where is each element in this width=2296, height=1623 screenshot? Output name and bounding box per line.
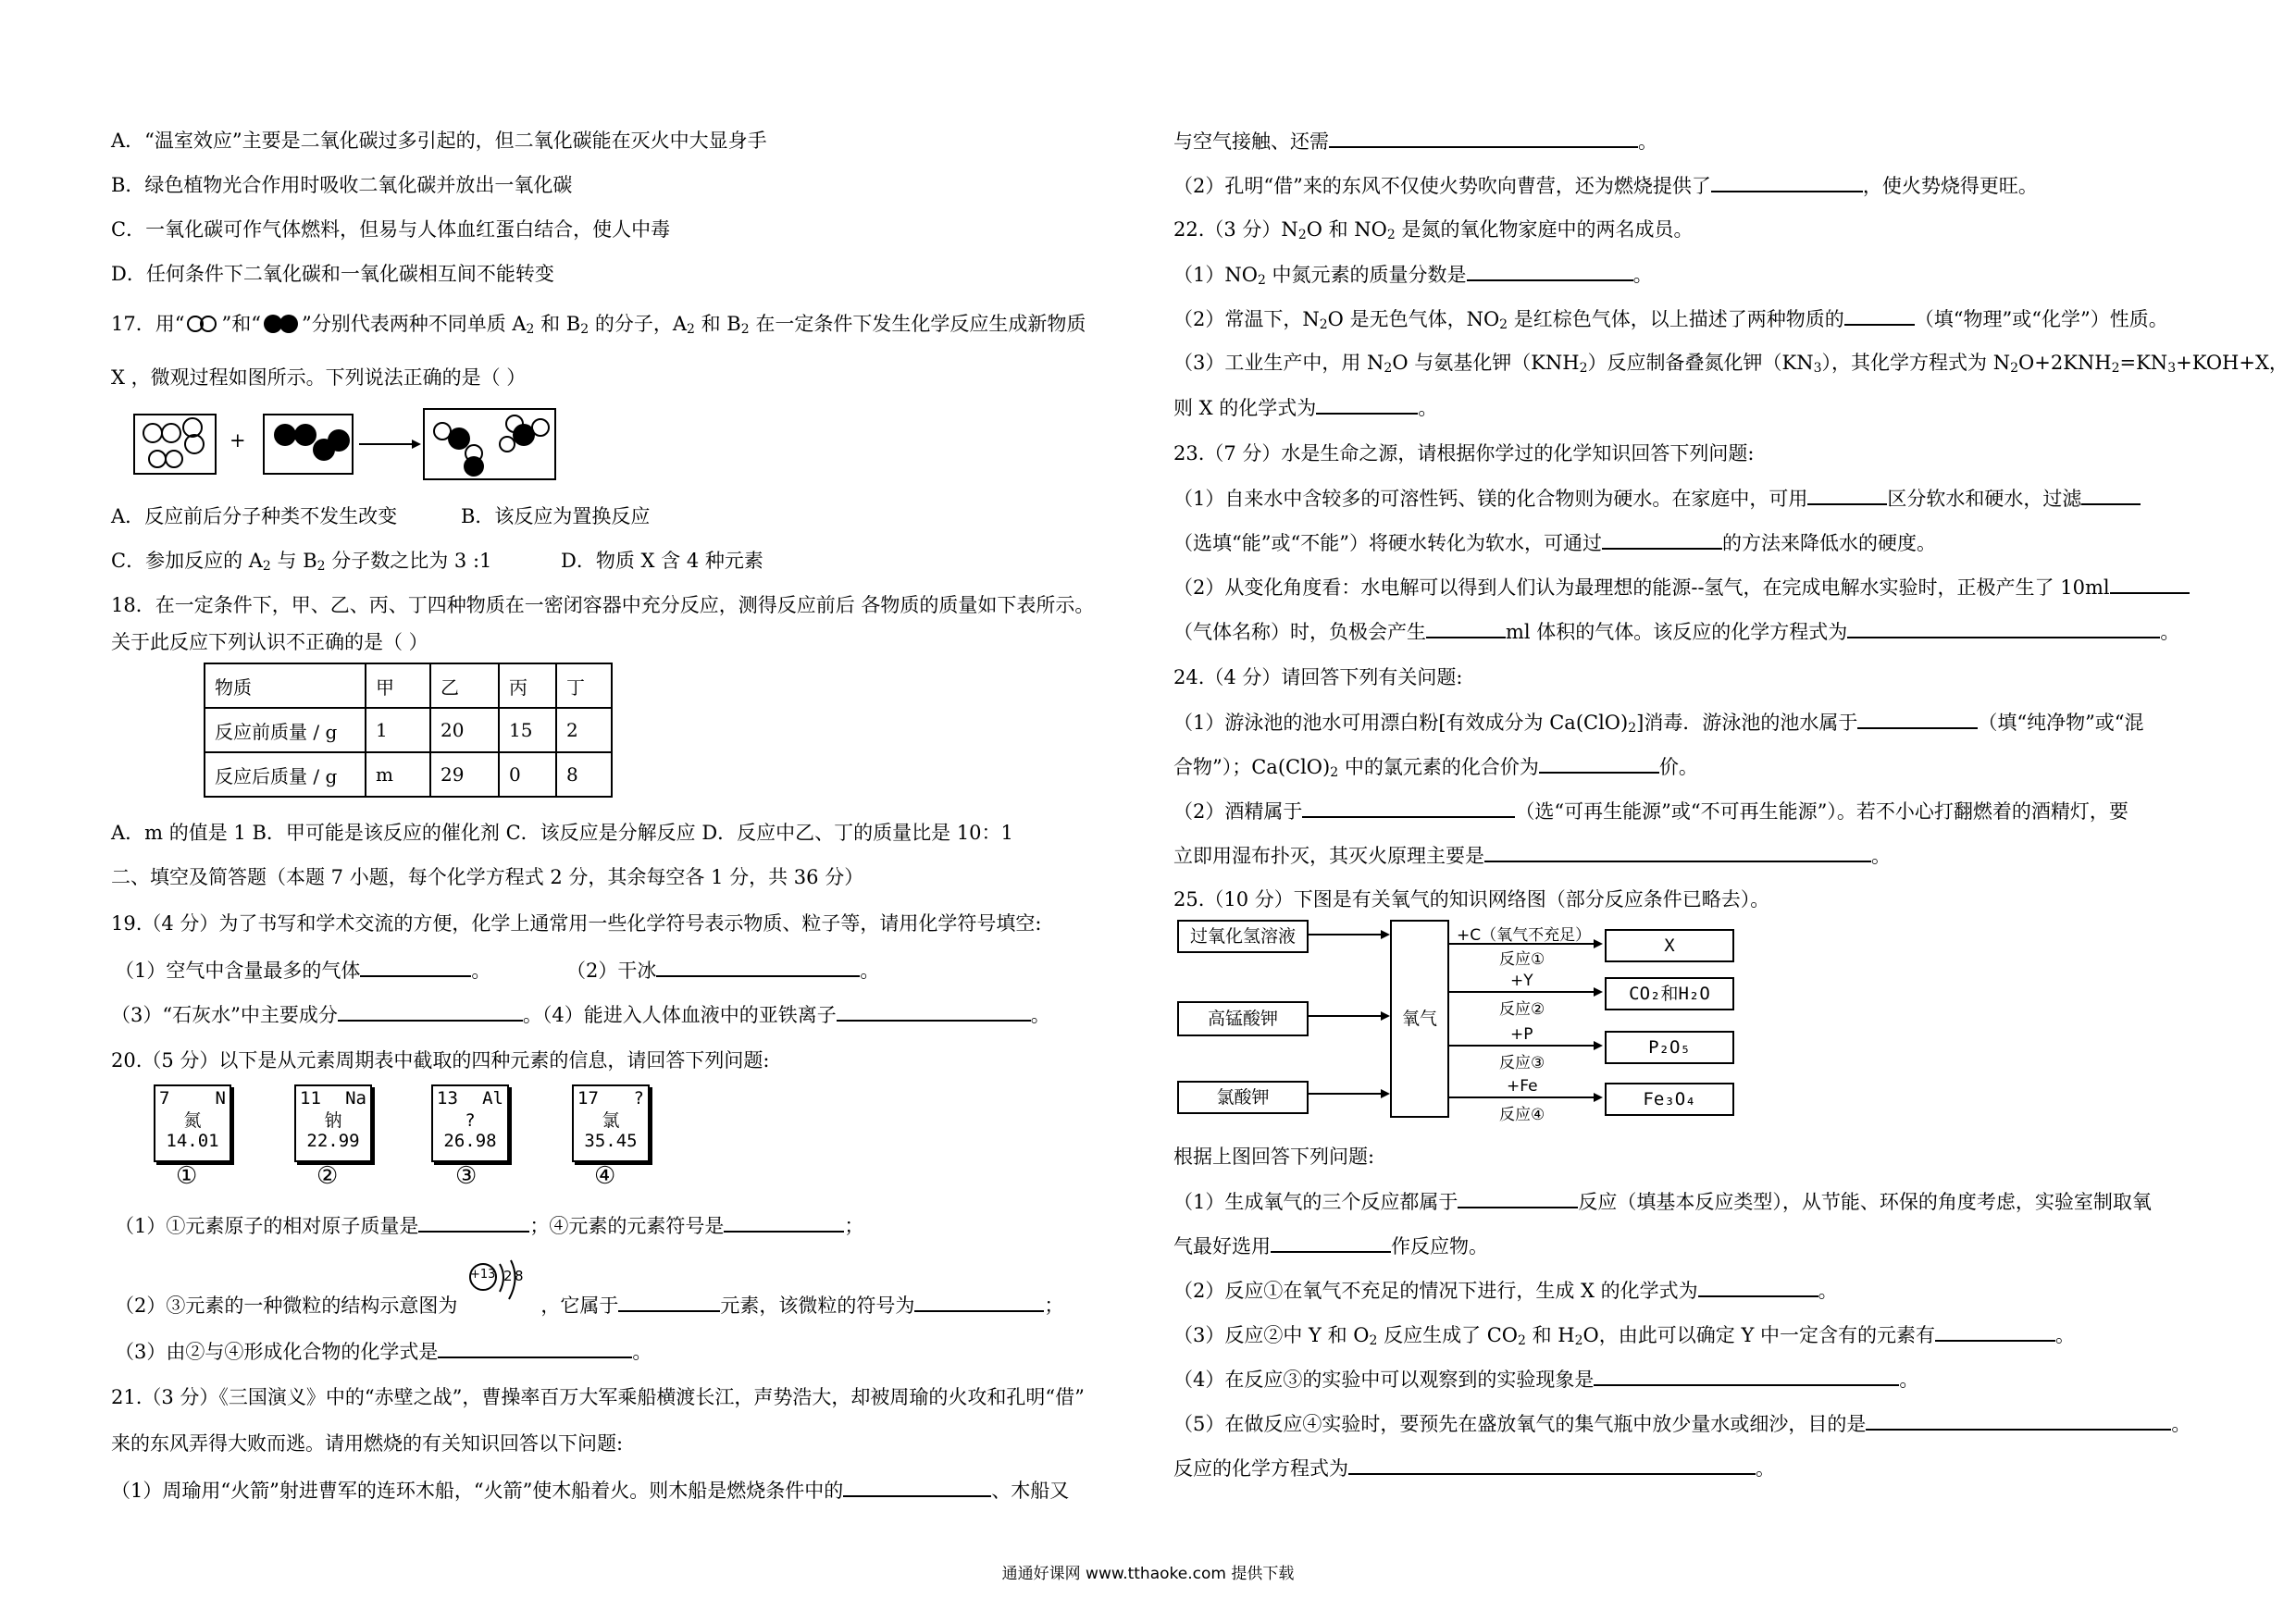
- answer-blank[interactable]: [360, 957, 471, 977]
- table-cell: 15: [499, 708, 556, 752]
- q22-part2: （2）常温下，$N_2O$ 是无色气体，$NO_2$ 是红棕色气体，以上描述了两种物质的 （填“物理”或“化学”）性质。: [1173, 305, 2168, 332]
- source-potassium-permanganate: 高锰酸钾: [1177, 1001, 1309, 1036]
- q25-part1: （1）生成氧气的三个反应都属于 反应（填基本反应类型），从节能、环保的角度考虑，实验室制取氧: [1173, 1188, 2152, 1215]
- q20-stem: 20.（5 分）以下是从元素周期表中截取的四种元素的信息，请回答下列问题:: [111, 1049, 770, 1072]
- element-card-4: 17 ? 氯 35.45: [572, 1084, 650, 1162]
- table-cell: 0: [499, 752, 556, 797]
- oxygen-center-box: 氧气: [1390, 920, 1449, 1118]
- product-p2o5: P₂O₅: [1605, 1031, 1734, 1064]
- answer-blank[interactable]: [338, 1001, 523, 1022]
- table-cell: 乙: [430, 663, 499, 708]
- q23-part2: （2）从变化角度看：水电解可以得到人们认为最理想的能源--氢气，在完成电解水实验时，正极产生了 10ml: [1173, 574, 2190, 601]
- table-cell: 1: [366, 708, 430, 752]
- element-mark-2: ②: [316, 1162, 339, 1190]
- product-x: X: [1605, 929, 1734, 962]
- q25-stem: 25.（10 分）下图是有关氧气的知识网络图（部分反应条件已略去）。: [1173, 888, 1770, 911]
- q19-part1: （1）空气中含量最多的气体 。: [115, 957, 490, 984]
- table-cell: 丙: [499, 663, 556, 708]
- product-fe3o4: Fe₃O₄: [1605, 1083, 1734, 1116]
- table-cell: 甲: [366, 663, 430, 708]
- q24-part1-line2: 合物”）；$Ca(ClO)_2$ 中的氯元素的化合价为 价。: [1173, 753, 1698, 780]
- source-hydrogen-peroxide: 过氧化氢溶液: [1177, 920, 1309, 953]
- element-mark-1: ①: [176, 1162, 198, 1190]
- answer-blank[interactable]: [1602, 529, 1722, 550]
- q22-part3-line2: 则 X 的化学式为 。: [1173, 394, 1437, 421]
- molecule-b2-icon: [261, 313, 302, 335]
- source-potassium-chlorate: 氯酸钾: [1177, 1081, 1309, 1114]
- q21-part1-cont: 与空气接触、还需 。: [1173, 128, 1657, 155]
- q17-option-a: A．反应前后分子种类不发生改变: [111, 505, 398, 527]
- table-cell: 29: [430, 752, 499, 797]
- answer-blank[interactable]: [2110, 574, 2190, 594]
- q17-plus-sign: +: [230, 429, 246, 452]
- answer-blank[interactable]: [1847, 618, 2160, 638]
- answer-blank[interactable]: [1426, 618, 1506, 638]
- answer-blank[interactable]: [1698, 1277, 1818, 1297]
- table-cell: m: [366, 752, 430, 797]
- table-cell: 丁: [556, 663, 612, 708]
- reaction-micro-diagram: [130, 407, 565, 481]
- q20-part3: （3）由②与④形成化合物的化学式是 。: [115, 1338, 652, 1365]
- q19-stem: 19.（4 分）为了书写和学术交流的方便，化学上通常用一些化学符号表示物质、粒子等，请用化学符号填空:: [111, 912, 1042, 935]
- answer-blank[interactable]: [1807, 485, 1887, 505]
- table-row: [205, 752, 612, 797]
- answer-blank[interactable]: [843, 1477, 991, 1497]
- table-row: [205, 663, 612, 708]
- answer-blank[interactable]: [618, 1292, 720, 1312]
- q21-stem: 21.（3 分）《三国演义》中的“赤壁之战”，曹操率百万大军乘船横渡长江，声势浩大，却被周瑜的火攻和孔明“借”: [111, 1386, 1085, 1408]
- q17-stem-line2: X ，微观过程如图所示。下列说法正确的是（ ）: [111, 366, 527, 389]
- answer-blank[interactable]: [1329, 128, 1638, 148]
- table-cell: 2: [556, 708, 612, 752]
- q20-part1: （1）①元素原子的相对原子质量是 ；④元素的元素符号是 ；: [115, 1212, 863, 1239]
- reaction1-condition: +C（氧气不充足）: [1457, 926, 1592, 945]
- element-mark-4: ④: [594, 1162, 616, 1190]
- reaction2-label: 反应②: [1499, 1000, 1545, 1019]
- reaction1-label: 反应①: [1499, 950, 1545, 969]
- q17-stem: 17．用“ ”和“ ”分别代表两种不同单质 $A_2$ 和 $B_2$ 的分子，$A_2$ 和 $B_2$ 在一定条件下发生化学反应生成新物质: [111, 313, 1086, 337]
- q23-part2-line2: （气体名称）时，负极会产生 ml 体积的气体。该反应的化学方程式为 。: [1173, 618, 2179, 645]
- answer-blank[interactable]: [438, 1338, 632, 1358]
- q18-stem-line2: 关于此反应下列认识不正确的是（ ）: [111, 631, 428, 653]
- reaction4-label: 反应④: [1499, 1106, 1545, 1124]
- page-footer: 通通好课网 www.tthaoke.com 提供下载: [1001, 1565, 1295, 1583]
- element-mark-3: ③: [455, 1162, 478, 1190]
- answer-blank[interactable]: [2081, 485, 2141, 505]
- section-2-heading: 二、填空及简答题（本题 7 小题，每个化学方程式 2 分，其余每空各 1 分，共 36 分）: [111, 866, 864, 888]
- answer-blank[interactable]: [1271, 1233, 1391, 1253]
- answer-blank[interactable]: [656, 957, 860, 977]
- q18-options: A．m 的值是 1 B．甲可能是该反应的催化剂 C．该反应是分解反应 D．反应中乙、丁的质量比是 10：1: [111, 822, 1013, 844]
- answer-blank[interactable]: [837, 1001, 1031, 1022]
- q16-option-a: A．“温室效应”主要是二氧化碳过多引起的，但二氧化碳能在灭火中大显身手: [111, 130, 767, 152]
- atom-shell-2: 8: [515, 1268, 524, 1284]
- q25-part2: （2）反应①在氧气不充足的情况下进行，生成 X 的化学式为 。: [1173, 1277, 1838, 1304]
- q21-part2: （2）孔明“借”来的东风不仅使火势吹向曹营，还为燃烧提供了 ，使火势烧得更旺。: [1173, 172, 2038, 199]
- q21-part1: （1）周瑜用“火箭”射进曹军的连环木船，“火箭”使木船着火。则木船是燃烧条件中的 、木船又: [111, 1477, 1069, 1504]
- answer-blank[interactable]: [1866, 1410, 2171, 1431]
- answer-blank[interactable]: [1302, 798, 1515, 818]
- q16-option-d: D．任何条件下二氧化碳和一氧化碳相互间不能转变: [111, 263, 554, 285]
- atom-nucleus-charge: +13: [470, 1268, 496, 1282]
- q24-part2-line2: 立即用湿布扑灭，其灭火原理主要是 。: [1173, 842, 1891, 869]
- table-cell: 8: [556, 752, 612, 797]
- q23-part1-line2: （选填“能”或“不能”）将硬水转化为软水，可通过 的方法来降低水的硬度。: [1173, 529, 1936, 556]
- q24-part2: （2）酒精属于 （选“可再生能源”或“不可再生能源”）。若不小心打翻燃着的酒精灯，要: [1173, 798, 2128, 824]
- answer-blank[interactable]: [1539, 753, 1659, 774]
- q20-part2: （2）③元素的一种微粒的结构示意图为 ，它属于 元素，该微粒的符号为 ；: [115, 1292, 1063, 1319]
- q23-stem: 23.（7 分）水是生命之源，请根据你学过的化学知识回答下列问题:: [1173, 442, 1755, 465]
- table-cell: 物质: [205, 663, 366, 708]
- element-card-2: 11 Na 钠 22.99: [294, 1084, 372, 1162]
- element-card-3: 13 Al ? 26.98: [431, 1084, 509, 1162]
- q19-part3: （3）“石灰水”中主要成分 。（4）能进入人体血液中的亚铁离子 。: [111, 1001, 1050, 1028]
- q25-part5: （5）在做反应④实验时，要预先在盛放氧气的集气瓶中放少量水或细沙，目的是 。: [1173, 1410, 2191, 1437]
- q25-part3: （3）反应②中 Y 和 $O_2$ 反应生成了 $CO_2$ 和 $H_2O$，由此可以确定 Y 中一定含有的元素有 。: [1173, 1321, 2075, 1348]
- answer-blank[interactable]: [1467, 261, 1633, 281]
- q24-part1: （1）游泳池的池水可用漂白粉[有效成分为 $Ca(ClO)_2$]消毒．游泳池的池水属于 （填“纯净物”或“混: [1173, 709, 2144, 736]
- answer-blank[interactable]: [1711, 172, 1863, 192]
- q18-stem: 18．在一定条件下，甲、乙、丙、丁四种物质在一密闭容器中充分反应，测得反应前后 各物质的质量如下表所示。: [111, 594, 1095, 616]
- reaction3-label: 反应③: [1499, 1054, 1545, 1072]
- q23-part1: （1）自来水中含较多的可溶性钙、镁的化合物则为硬水。在家庭中，可用 区分软水和硬水，过滤: [1173, 485, 2141, 512]
- q16-option-c: C．一氧化碳可作气体燃料，但易与人体血红蛋白结合，使人中毒: [111, 218, 671, 241]
- answer-blank[interactable]: [1348, 1455, 1756, 1475]
- molecule-a2-icon: [184, 314, 221, 334]
- q21-stem-line2: 来的东风弄得大败而逃。请用燃烧的有关知识回答以下问题:: [111, 1432, 624, 1455]
- q22-part3: （3）工业生产中，用 $N_2O$ 与氨基化钾$(KNH_2)$反应制备叠氮化钾$(KN_3)$，其化学方程式为 $N_2O+2KNH_2=KN_3+KOH+X$，: [1173, 352, 2289, 376]
- answer-blank[interactable]: [1844, 305, 1915, 326]
- reaction4-condition: +Fe: [1507, 1077, 1538, 1096]
- table-cell: 反应前质量 / g: [205, 708, 366, 752]
- product-co2-h2o: CO₂和H₂O: [1605, 977, 1734, 1010]
- atom-shell-1: 2: [503, 1268, 513, 1284]
- q17-option-c: C．参加反应的 $A_2$ 与 $B_2$ 分子数之比为 3 :1: [111, 550, 492, 574]
- answer-blank[interactable]: [1484, 842, 1871, 862]
- element-card-1: 7 N 氮 14.01: [154, 1084, 231, 1162]
- q18-mass-table: [204, 663, 613, 798]
- q25-part5-line2: 反应的化学方程式为 。: [1173, 1455, 1775, 1481]
- q22-stem: 22.（3 分）$N_2O$ 和 $NO_2$ 是氮的氧化物家庭中的两名成员。: [1173, 218, 1694, 242]
- table-cell: 反应后质量 / g: [205, 752, 366, 797]
- answer-blank[interactable]: [1458, 1188, 1578, 1208]
- answer-blank[interactable]: [724, 1212, 844, 1233]
- reaction2-condition: +Y: [1510, 972, 1533, 990]
- q25-intro: 根据上图回答下列问题:: [1173, 1146, 1375, 1168]
- table-cell: 20: [430, 708, 499, 752]
- table-row: [205, 708, 612, 752]
- answer-blank[interactable]: [914, 1292, 1044, 1312]
- answer-blank[interactable]: [1857, 709, 1978, 729]
- answer-blank[interactable]: [1316, 394, 1418, 415]
- q17-option-b: B．该反应为置换反应: [461, 505, 651, 527]
- q17-option-d: D．物质 X 含 4 种元素: [561, 550, 763, 572]
- q25-part4: （4）在反应③的实验中可以观察到的实验现象是 。: [1173, 1366, 1918, 1393]
- answer-blank[interactable]: [418, 1212, 529, 1233]
- answer-blank[interactable]: [1935, 1321, 2055, 1342]
- q19-part2: （2）干冰 。: [566, 957, 879, 984]
- q25-part1-line2: 气最好选用 作反应物。: [1173, 1233, 1488, 1259]
- q24-stem: 24.（4 分）请回答下列有关问题:: [1173, 666, 1463, 688]
- answer-blank[interactable]: [1594, 1366, 1899, 1386]
- q16-option-b: B．绿色植物光合作用时吸收二氧化碳并放出一氧化碳: [111, 174, 573, 196]
- q22-part1: $(1)NO_2$ 中氮元素的质量分数是 。: [1173, 261, 1653, 288]
- reaction3-condition: +P: [1510, 1025, 1533, 1044]
